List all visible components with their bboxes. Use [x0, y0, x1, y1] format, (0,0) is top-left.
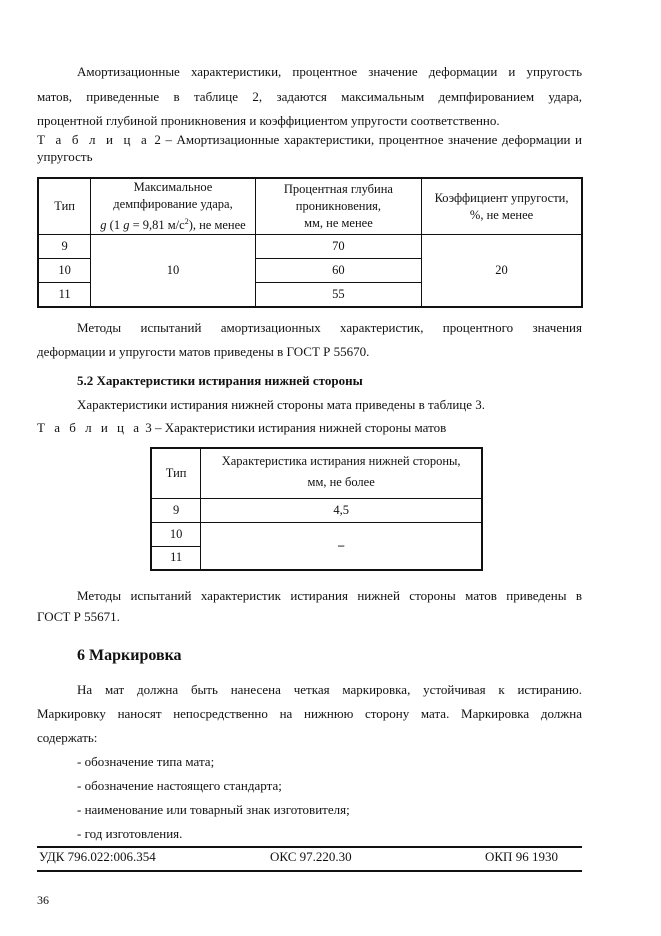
cell-value: 4,5 — [201, 498, 482, 522]
table-row — [151, 522, 482, 546]
list-item: - год изготовления. — [77, 826, 183, 841]
paragraph-line: содержать: — [37, 730, 98, 745]
cell-elasticity: 20 — [422, 235, 582, 307]
footer-oks: ОКС 97.220.30 — [270, 849, 352, 864]
paragraph-line: деформации и упругости матов приведены в ГОСТ Р 55670. — [37, 344, 370, 359]
list-item: - обозначение настоящего стандарта; — [77, 778, 282, 793]
table-caption — [37, 132, 582, 148]
paragraph-line: матов, приведенные в таблице 2, задаются максимальным демпфированием удара, — [37, 89, 582, 104]
table-row — [38, 235, 582, 259]
header-elasticity: Коэффициент упругости, %, не менее — [422, 178, 582, 235]
table-shock-absorption — [37, 177, 583, 308]
caption-prefix: Т а б л и ц а — [37, 420, 142, 435]
section-heading: 5.2 Характеристики истирания нижней стороны — [77, 373, 363, 388]
cell-depth: 60 — [255, 259, 421, 283]
header-damping: Максимальное демпфирование удара, g (1 g = 9,81 $м/с^2$), не менее — [91, 178, 255, 235]
header-depth: Процентная глубина проникновения, мм, не менее — [255, 178, 421, 235]
paragraph-line: Методы испытаний амортизационных характеристик, процентного значения — [77, 320, 582, 335]
table-caption-cont: упругость — [37, 149, 93, 164]
cell-type: 10 — [38, 259, 91, 283]
footer-udk: УДК 796.022:006.354 — [39, 849, 156, 864]
table-header-row — [151, 448, 482, 498]
paragraph-line: ГОСТ Р 55671. — [37, 609, 120, 624]
cell-type: 9 — [38, 235, 91, 259]
header-type: Тип — [151, 448, 201, 498]
footer-okp: ОКП 96 1930 — [485, 849, 558, 864]
table-abrasion — [150, 447, 483, 571]
footer-top-rule — [37, 846, 582, 848]
cell-depth: 70 — [255, 235, 421, 259]
page-number: 36 — [37, 893, 49, 907]
cell-type: 11 — [38, 283, 91, 307]
paragraph-line: На мат должна быть нанесена четкая маркировка, устойчивая к истиранию. — [77, 682, 582, 697]
paragraph-line: Методы испытаний характеристик истирания нижней стороны матов приведены в — [77, 588, 582, 603]
list-item: - обозначение типа мата; — [77, 754, 215, 769]
paragraph-line: Характеристики истирания нижней стороны мата приведены в таблице 3. — [77, 397, 486, 412]
cell-damping: 10 — [91, 235, 255, 307]
caption-text: 2 – Амортизационные характеристики, процентное значение деформации и — [154, 132, 582, 147]
cell-type: 11 — [151, 546, 201, 570]
cell-depth: 55 — [255, 283, 421, 307]
list-item: - наименование или товарный знак изготовителя; — [77, 802, 350, 817]
caption-text: 3 – Характеристики истирания нижней стороны матов — [145, 420, 447, 435]
footer-bottom-rule — [37, 870, 582, 872]
cell-type: 9 — [151, 498, 201, 522]
paragraph-line: Маркировку наносят непосредственно на нижнюю сторону мата. Маркировка должна — [37, 706, 582, 721]
cell-type: 10 — [151, 522, 201, 546]
cell-value: – — [201, 522, 482, 570]
table-header-row — [38, 178, 582, 235]
table-row — [151, 498, 482, 522]
table-caption — [37, 420, 582, 436]
paragraph-line: процентной глубиной проникновения и коэффициентом упругости соответственно. — [37, 113, 500, 128]
paragraph-line: Амортизационные характеристики, процентное значение деформации и упругость — [77, 64, 582, 79]
header-type: Тип — [38, 178, 91, 235]
caption-prefix: Т а б л и ц а — [37, 132, 150, 147]
header-abrasion: Характеристика истирания нижней стороны, мм, не более — [201, 448, 482, 498]
section-heading: 6 Маркировка — [77, 647, 182, 664]
